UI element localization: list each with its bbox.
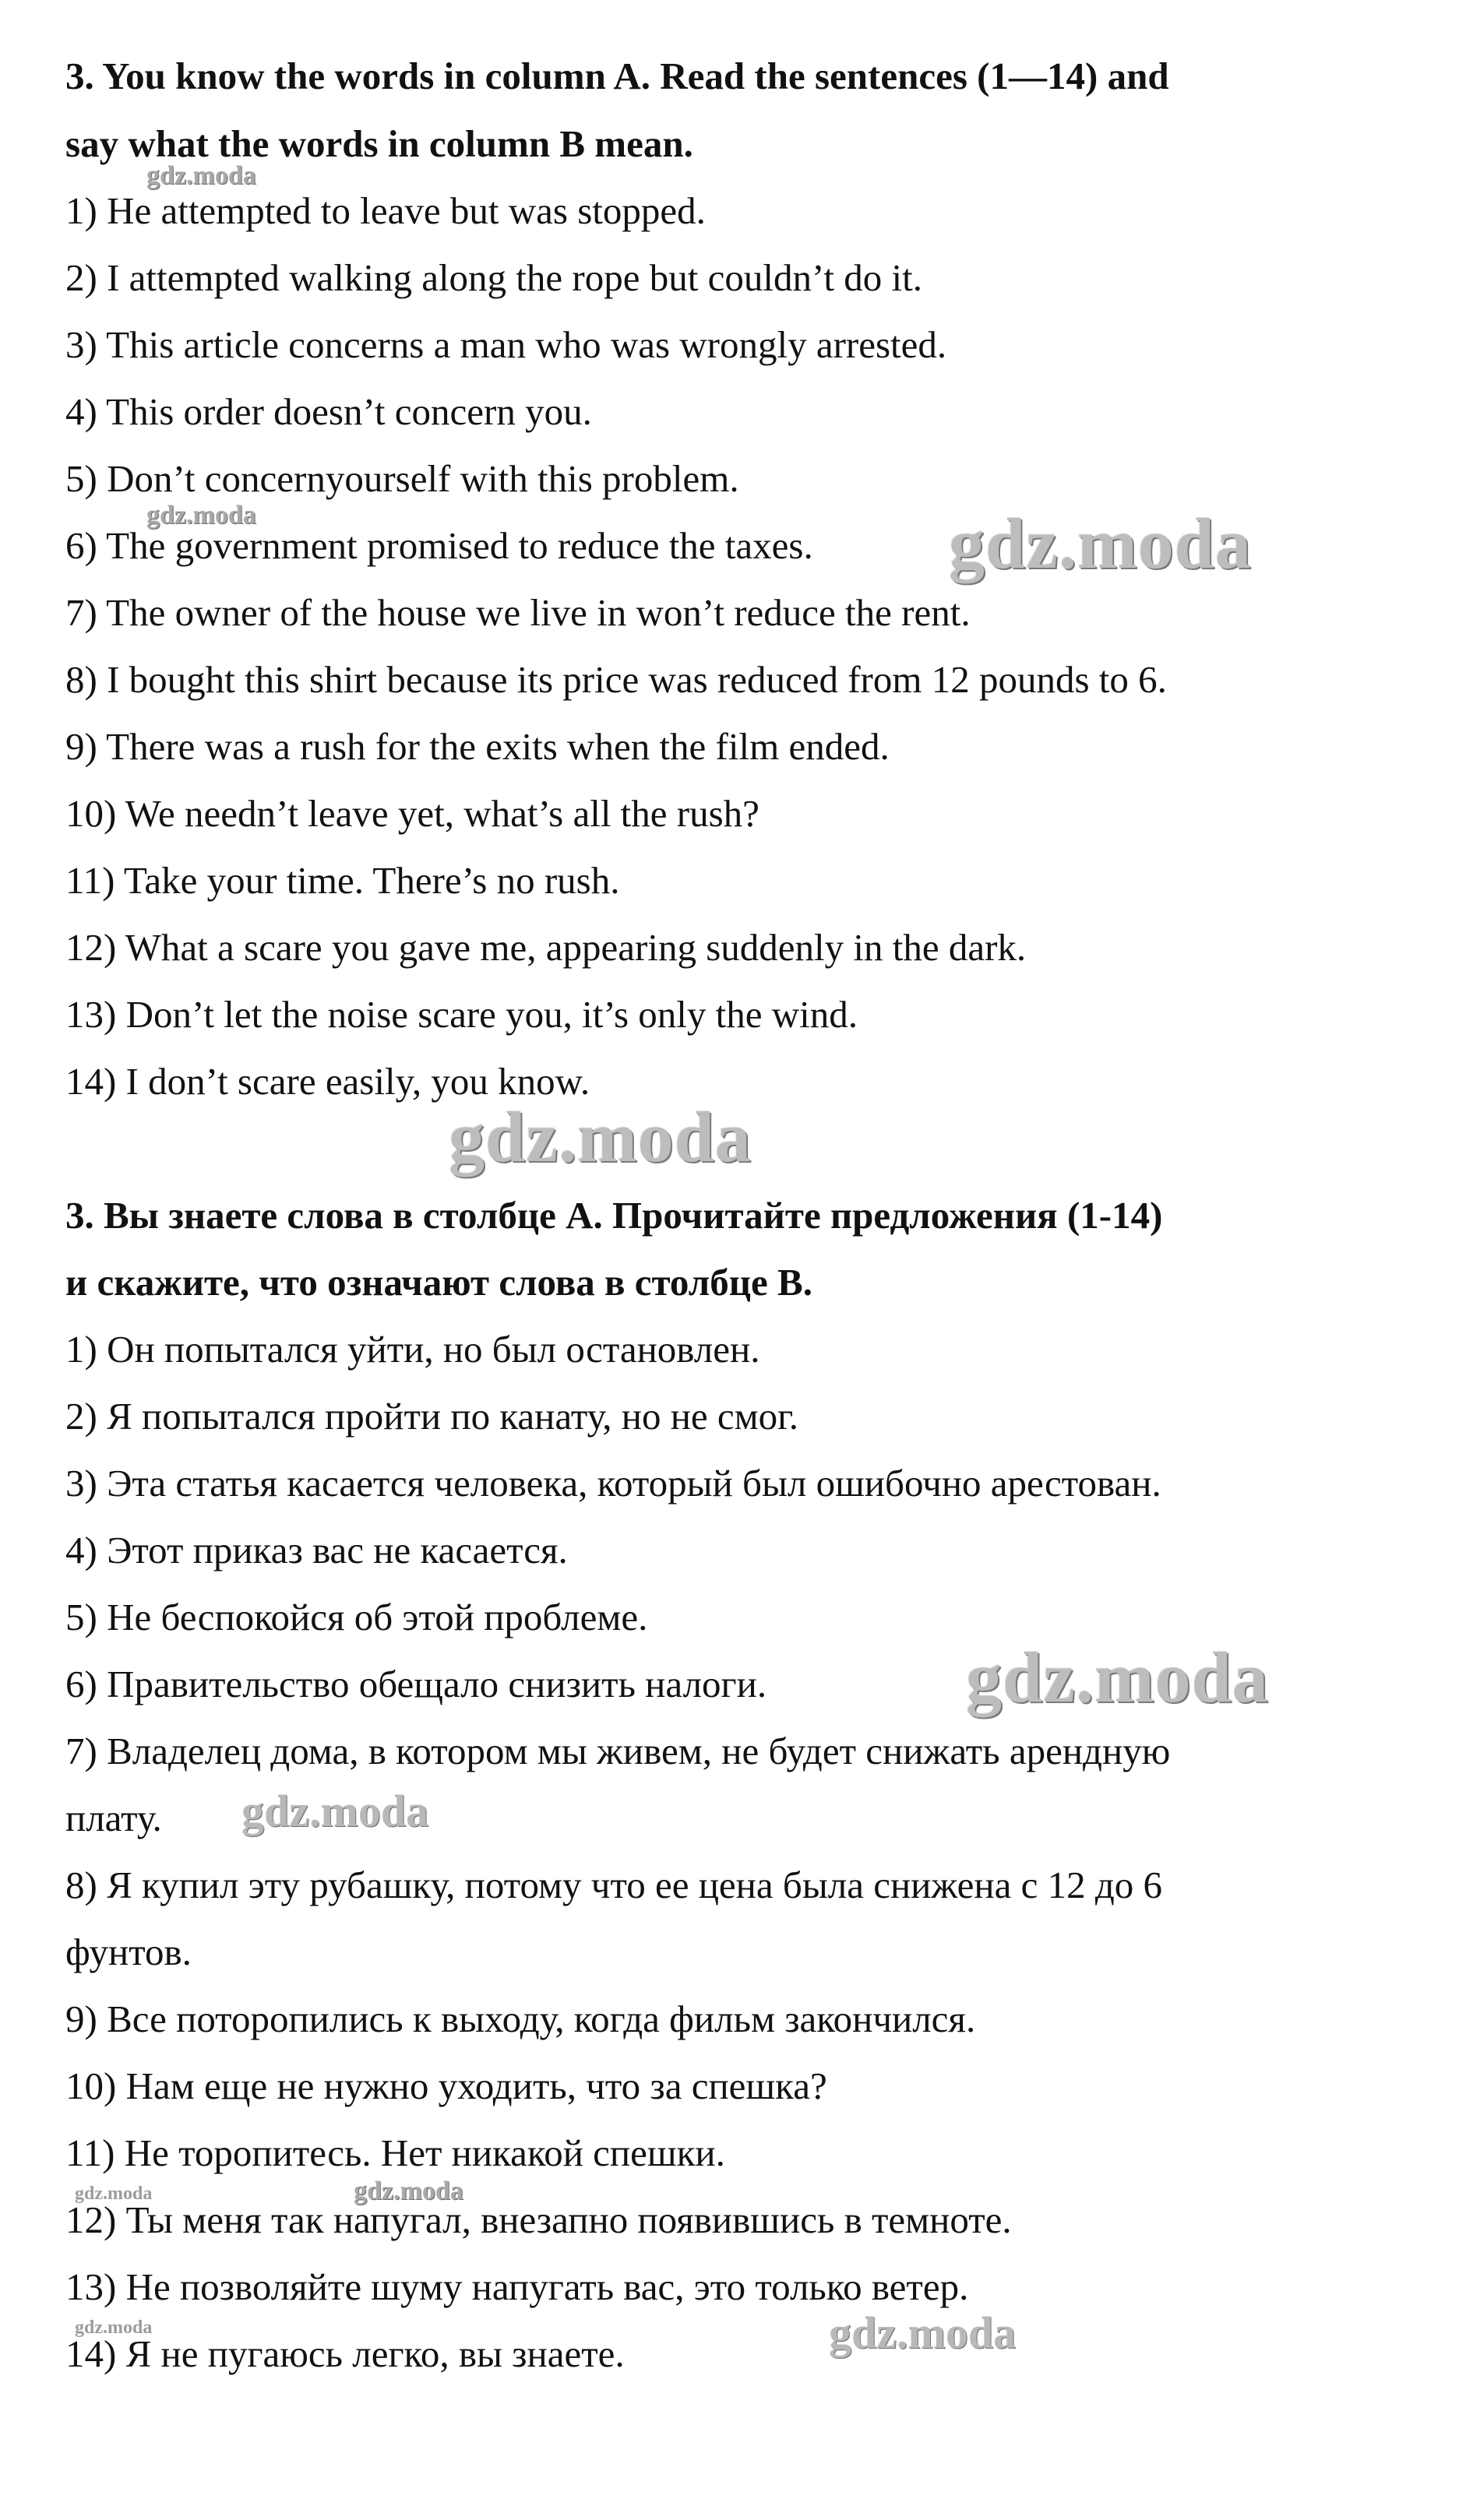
russian-line-8-continued: фунтов. [65, 1930, 192, 1973]
russian-line-14: 14) Я не пугаюсь легко, вы знаете. [65, 2332, 625, 2375]
russian-line-13: 13) Не позволяйте шуму напугать вас, это только ветер. [65, 2265, 969, 2308]
english-sentence-12: 12) What a scare you gave me, appearing suddenly in the dark. [65, 926, 1027, 969]
english-sentence-8: 8) I bought this shirt because its price was reduced from 12 pounds to 6. [65, 658, 1167, 701]
russian-title-line-2: и скажите, что означают слова в столбце В. [65, 1261, 812, 1304]
english-sentence-3: 3) This article concerns a man who was wrongly arrested. [65, 323, 947, 366]
watermark: gdz.moda [354, 2177, 463, 2205]
watermark: gdz.moda [75, 2184, 153, 2204]
english-sentence-9: 9) There was a rush for the exits when the film ended. [65, 725, 890, 768]
russian-line-3: 3) Эта статья касается человека, который был ошибочно арестован. [65, 1462, 1161, 1505]
russian-line-7: 7) Владелец дома, в котором мы живем, не будет снижать арендную [65, 1730, 1171, 1772]
watermark: gdz.moda [966, 1638, 1269, 1717]
russian-line-2: 2) Я попытался пройти по канату, но не смог. [65, 1395, 799, 1438]
watermark: gdz.moda [829, 2307, 1017, 2358]
watermark: gdz.moda [949, 504, 1252, 583]
russian-line-9: 9) Все поторопились к выходу, когда фильм закончился. [65, 1997, 976, 2040]
russian-line-11: 11) Не торопитесь. Нет никакой спешки. [65, 2131, 725, 2174]
russian-title-line-1 [65, 1192, 1405, 1239]
watermark: gdz.moda [449, 1097, 752, 1177]
watermark: gdz.moda [146, 501, 256, 530]
russian-line-1: 1) Он попытался уйти, но был остановлен. [65, 1328, 760, 1371]
english-sentence-11: 11) Take your time. There’s no rush. [65, 859, 620, 902]
watermark: gdz.moda [241, 1786, 429, 1836]
english-sentence-7: 7) The owner of the house we live in won’t reduce the rent. [65, 591, 971, 634]
english-sentence-2: 2) I attempted walking along the rope but couldn’t do it. [65, 256, 922, 299]
english-sentence-13: 13) Don’t let the noise scare you, it’s only the wind. [65, 993, 858, 1036]
english-sentence-4: 4) This order doesn’t concern you. [65, 390, 592, 433]
english-sentence-1: 1) He attempted to leave but was stopped. [65, 189, 706, 232]
english-title-line-1: 3. You know the words in column A. Read the sentences (1—14) and [65, 55, 1169, 97]
russian-line-7-continued: плату. [65, 1797, 162, 1839]
english-sentence-10: 10) We needn’t leave yet, what’s all the rush? [65, 792, 759, 835]
russian-line-12: 12) Ты меня так напугал, внезапно появившись в темноте. [65, 2198, 1012, 2241]
watermark: gdz.moda [146, 161, 256, 190]
english-sentence-6: 6) The government promised to reduce the taxes. [65, 524, 813, 567]
russian-line-8: 8) Я купил эту рубашку, потому что ее цена была снижена с 12 до 6 [65, 1864, 1163, 1906]
russian-line-4: 4) Этот приказ вас не касается. [65, 1529, 568, 1571]
english-sentence-14: 14) I don’t scare easily, you know. [65, 1060, 590, 1103]
watermark: gdz.moda [75, 2318, 153, 2338]
russian-line-10: 10) Нам еще не нужно уходить, что за спешка? [65, 2064, 827, 2107]
english-title-line-2: say what the words in column B mean. [65, 122, 693, 165]
russian-line-6: 6) Правительство обещало снизить налоги. [65, 1663, 767, 1705]
russian-title-number: 3 [65, 1194, 85, 1237]
english-sentence-5: 5) Don’t concernyourself with this problem. [65, 457, 739, 500]
russian-line-5: 5) Не беспокойся об этой проблеме. [65, 1596, 648, 1638]
russian-title-line-1-text: . Вы знаете слова в столбце А. Прочитайте предложения (1-14) [84, 1194, 1163, 1237]
